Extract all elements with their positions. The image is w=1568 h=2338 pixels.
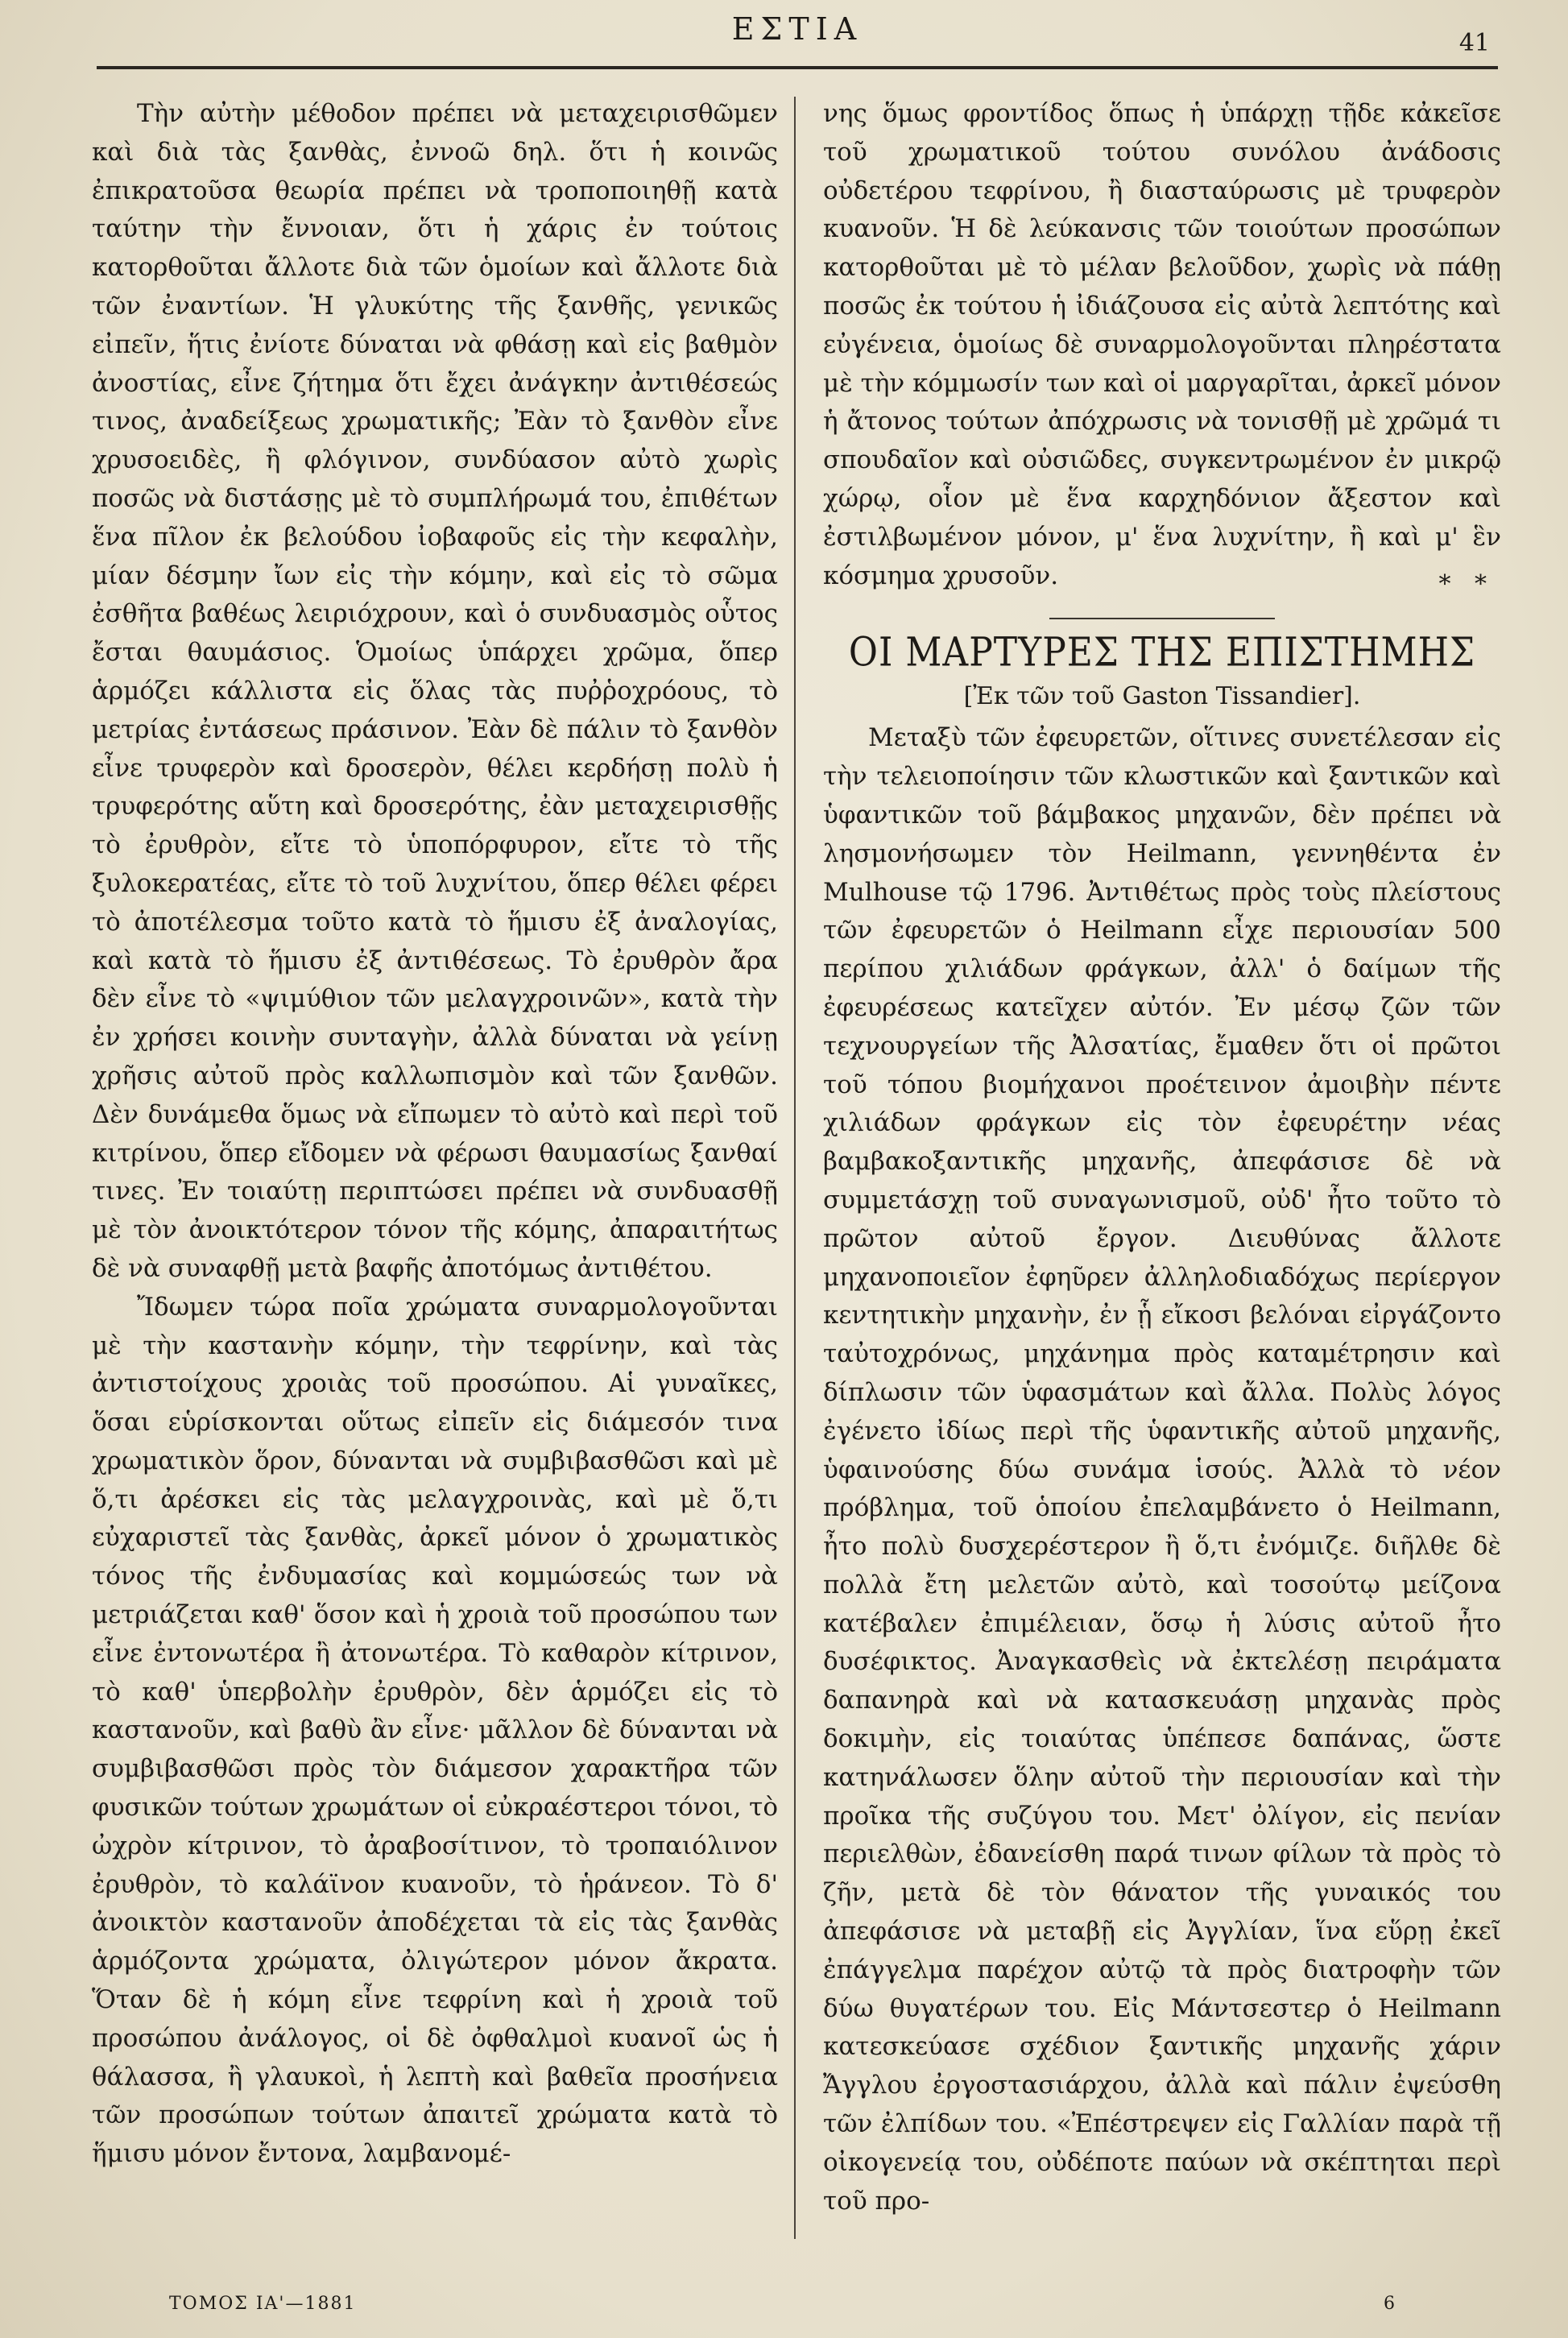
section-divider xyxy=(1049,618,1275,619)
journal-title: ΕΣΤΙΑ xyxy=(731,11,863,47)
paragraph-continuation: νης ὅμως φροντίδος ὅπως ἡ ὑπάρχῃ τῇδε κἀκεῖσε τοῦ χρωματικοῦ τούτου συνόλου ἀνάδοσις οὐδετέρου τεφρίνου, ἢ διασταύρωσις μὲ τρυφερὸν κυανοῦν. Ἡ δὲ λεύκανσις τῶν τοιούτων προσώπων κατορθοῦται μὲ τὸ μέλαν βελοῦδον, χωρὶς νὰ πάθῃ ποσῶς ἐκ τούτου ἡ ἰδιάζουσα εἰς αὐτὰ λεπτότης καὶ εὐγένεια, ὁμοίως δὲ συναρμολογοῦνται πληρέστατα μὲ τὴν κόμμωσίν των καὶ οἱ μαργαρῖται, ἀρκεῖ μόνον ἡ ἄτονος τούτων ἀπόχρωσις νὰ τονισθῇ μὲ χρῶμά τι σπουδαῖον καὶ οὐσιῶδες, συγκεντρωμένον ἐν μικρῷ χώρῳ, οἷον μὲ ἕνα καρχηδόνιον ἄξεστον καὶ ἐστιλβωμένον μόνον, μ' ἕνα λυχνίτην, ἢ καὶ μ' ἓν κόσμημα χρυσοῦν. xyxy=(823,99,1501,590)
paragraph-colors-chestnut: Ἴδωμεν τώρα ποῖα χρώματα συναρμολογοῦνται μὲ τὴν καστανὴν κόμην, τὴν τεφρίνην, καὶ τὰς ἀντιστοίχους χροιὰς τοῦ προσώπου. Αἱ γυναῖκες, ὅσαι εὑρίσκονται οὕτως εἰπεῖν εἰς διάμεσόν τινα χρωματικὸν ὅρον, δύνανται νὰ συμβιβασθῶσι καὶ μὲ ὅ,τι ἀρέσκει εἰς τὰς μελαγχροινὰς, καὶ μὲ ὅ,τι εὐχαριστεῖ τὰς ξανθὰς, ἀρκεῖ μόνον ὁ χρωματικὸς τόνος τῆς ἐνδυμασίας καὶ κομμώσεώς των νὰ μετριάζεται καθ' ὅσον καὶ ἡ χροιὰ τοῦ προσώπου των εἶνε ἐντονωτέρα ἢ ἀτονωτέρα. Τὸ καθαρὸν κίτρινον, τὸ καθ' ὑπερβολὴν ἐρυθρὸν, δὲν ἁρμόζει εἰς τὸ καστανοῦν, καὶ βαθὺ ἂν εἶνε· μᾶλλον δὲ δύνανται νὰ συμβιβασθῶσι πρὸς τὸν διάμεσον χαρακτῆρα τῶν φυσικῶν τούτων χρωμάτων οἱ εὐκραέστεροι τόνοι, τὸ ὠχρὸν κίτρινον, τὸ ἀραβοσίτινον, τὸ τροπαιόλινον ἐρυθρὸν, τὸ καλάϊνον κυανοῦν, τὸ ἡράνεον. Τὸ δ' ἀνοικτὸν καστανοῦν ἀποδέχεται τὰ εἰς τὰς ξανθὰς ἁρμόζοντα χρώματα, ὀλιγώτερον μόνον ἄκρατα. Ὅταν δὲ ἡ κόμη εἶνε τεφρίνη καὶ ἡ χροιὰ τοῦ προσώπου ἀνάλογος, οἱ δὲ ὀφθαλμοὶ κυανοῖ ὡς ἡ θάλασσα, ἢ γλαυκοὶ, ἡ λεπτὴ καὶ βαθεῖα προσήνεια τῶν προσώπων τούτων ἀπαιτεῖ χρώματα κατὰ τὸ ἥμισυ μόνον ἔντονα, λαμβανομέ- xyxy=(92,1292,778,2169)
footer-volume: ΤΟΜΟΣ ΙΑ'—1881 xyxy=(169,2294,357,2314)
paragraph-colors-blondes: Τὴν αὐτὴν μέθοδον πρέπει νὰ μεταχειρισθῶμεν καὶ διὰ τὰς ξανθὰς, ἐννοῶ δηλ. ὅτι ἡ κοινῶς ἐπικρατοῦσα θεωρία πρέπει νὰ τροποποιηθῇ κατὰ ταύτην τὴν ἔννοιαν, ὅτι ἡ χάρις ἐν τούτοις κατορθοῦται ἄλλοτε διὰ τῶν ὁμοίων καὶ ἄλλοτε διὰ τῶν ἐναντίων. Ἡ γλυκύτης τῆς ξανθῆς, γενικῶς εἰπεῖν, ἥτις ἐνίοτε δύναται νὰ φθάσῃ καὶ εἰς βαθμὸν ἀνοστίας, εἶνε ζήτημα ὅτι ἔχει ἀνάγκην ἀντιθέσεώς τινος, ἀναδείξεως χρωματικῆς; Ἐὰν τὸ ξανθὸν εἶνε χρυσοειδὲς, ἢ φλόγινον, συνδύασον αὐτὸ χωρὶς ποσῶς νὰ διστάσῃς μὲ τὸ συμπλήρωμά του, ἐπιθέτων ἕνα πῖλον ἐκ βελούδου ἰοβαφοῦς εἰς τὴν κεφαλὴν, μίαν δέσμην ἴων εἰς τὴν κόμην, καὶ εἰς τὸ σῶμα ἐσθῆτα βαθέως λειριόχρουν, καὶ ὁ συνδυασμὸς οὗτος ἔσται θαυμάσιος. Ὁμοίως ὑπάρχει χρῶμα, ὅπερ ἁρμόζει κάλλιστα εἰς ὅλας τὰς πυῤῥοχρόους, τὸ μετρίας ἐντάσεως πράσινον. Ἐὰν δὲ πάλιν τὸ ξανθὸν εἶνε τρυφερὸν καὶ δροσερὸν, θέλει κερδήσῃ πολὺ ἡ τρυφερότης αὕτη καὶ δροσερότης, ἐὰν μεταχειρισθῇς τὸ ἐρυθρὸν, εἴτε τὸ ὑποπόρφυρον, εἴτε τὸ τῆς ξυλοκερατέας, εἴτε τὸ τοῦ λυχνίτου, ὅπερ θέλει φέρει τὸ ἀποτέλεσμα τοῦτο κατὰ τὸ ἥμισυ ἐξ ἀναλογίας, καὶ κατὰ τὸ ἥμισυ ἐξ ἀντιθέσεως. Τὸ ἐρυθρὸν ἄρα δὲν εἶνε τὸ «ψιμύθιον τῶν μελαγχροινῶν», κατὰ τὴν ἐν χρήσει κοινὴν συνταγὴν, ἀλλὰ δύναται νὰ γείνῃ χρῆσις αὐτοῦ πρὸς καλλωπισμὸν καὶ τῶν ξανθῶν. Δὲν δυνάμεθα ὅμως νὰ εἴπωμεν τὸ αὐτὸ καὶ περὶ τοῦ κιτρίνου, ὅπερ εἴδομεν νὰ φέρωσι θαυμασίως ξανθαί τινες. Ἐν τοιαύτῃ περιπτώσει πρέπει νὰ συνδυασθῇ μὲ τὸν ἀνοικτότερον τόνον τῆς κόμης, ἀπαραιτήτως δὲ νὰ συναφθῇ μετὰ βαφῆς ἀποτόμως ἀντιθέτου. xyxy=(92,99,778,1283)
paragraph-heilmann: Μεταξὺ τῶν ἐφευρετῶν, οἵτινες συνετέλεσαν εἰς τὴν τελειοποίησιν τῶν κλωστικῶν καὶ ξαντικῶν καὶ ὑφαντικῶν τοῦ βάμβακος μηχανῶν, δὲν πρέπει νὰ λησμονήσωμεν τὸν Heilmann, γεννηθέντα ἐν Mulhouse τῷ 1796. Ἀντιθέτως πρὸς τοὺς πλείστους τῶν ἐφευρετῶν ὁ Heilmann εἶχε περιουσίαν 500 περίπου χιλιάδων φράγκων, ἀλλ' ὁ δαίμων τῆς ἐφευρέσεως κατεῖχεν αὐτόν. Ἐν μέσῳ ζῶν τῶν τεχνουργείων τῆς Ἀλσατίας, ἔμαθεν ὅτι οἱ πρῶτοι τοῦ τόπου βιομήχανοι προέτεινον ἀμοιβὴν πέντε χιλιάδων φράγκων εἰς τὸν ἐφευρέτην νέας βαμβακοξαντικῆς μηχανῆς, ἀπεφάσισε δὲ νὰ συμμετάσχῃ τοῦ συναγωνισμοῦ, οὐδ' ἦτο τοῦτο τὸ πρῶτον αὐτοῦ ἔργον. Διευθύνας ἄλλοτε μηχανοποιεῖον ἐφηῦρεν ἀλληλοδιαδόχως περίεργον κεντητικὴν μηχανὴν, ἐν ᾗ εἴκοσι βελόναι εἰργάζοντο ταὐτοχρόνως, μηχάνημα πρὸς καταμέτρησιν καὶ δίπλωσιν τῶν ὑφασμάτων καὶ ἄλλα. Πολὺς λόγος ἐγένετο ἰδίως περὶ τῆς ὑφαντικῆς αὐτοῦ μηχανῆς, ὑφαινούσης δύω συνάμα ἱσούς. Ἀλλὰ τὸ νέον πρόβλημα, τοῦ ὁποίου ἐπελαμβάνετο ὁ Heilmann, ἦτο πολὺ δυσχερέστερον ἢ ὅ,τι ἐνόμιζε. διῆλθε δὲ πολλὰ ἔτη μελετῶν αὐτὸ, καὶ τοσούτῳ μείζονα κατέβαλεν ἐπιμέλειαν, ὅσῳ ἡ λύσις αὐτοῦ ἦτο δυσέφικτος. Ἀναγκασθεὶς νὰ ἐκτελέσῃ πειράματα δαπανηρὰ καὶ νὰ κατασκευάσῃ μηχανὰς πρὸς δοκιμὴν, εἰς τοιαύτας ὑπέπεσε δαπάνας, ὥστε κατηνάλωσεν ὅλην αὐτοῦ τὴν περιουσίαν καὶ τὴν προῖκα τῆς συζύγου του. Μετ' ὀλίγον, εἰς πενίαν περιελθὼν, ἐδανείσθη παρά τινων φίλων τὰ πρὸς τὸ ζῆν, μετὰ δὲ τὸν θάνατον τῆς γυναικός του ἀπεφάσισε νὰ μεταβῇ εἰς Ἀγγλίαν, ἵνα εὕρῃ ἐκεῖ ἐπάγγελμα παρέχον αὐτῷ τὰ πρὸς διατροφὴν τῶν δύω θυγατέρων του. Εἰς Μάντσεστερ ὁ Heilmann κατεσκεύασε σχέδιον ξαντικῆς μηχανῆς χάριν Ἄγγλου ἐργοστασιάρχου, ἀλλὰ καὶ πάλιν ἐψεύσθη τῶν ἐλπίδων του. «Ἐπέστρεψεν εἰς Γαλλίαν παρὰ τῇ οἰκογενείᾳ του, οὐδέποτε παύων νὰ σκέπτηται περὶ τοῦ προ- xyxy=(823,723,1501,2216)
right-column xyxy=(823,95,1501,2220)
header-rule xyxy=(97,66,1498,69)
article-title: ΟΙ ΜΑΡΤΥΡΕΣ ΤΗΣ ΕΠΙΣΤΗΜΗΣ xyxy=(848,630,1476,677)
article-source: [Ἐκ τῶν τοῦ Gaston Tissandier]. xyxy=(963,682,1361,711)
footer-signature-mark: 6 xyxy=(1384,2294,1395,2314)
page-number: 41 xyxy=(1458,29,1490,57)
article-signature: * * xyxy=(1438,570,1495,599)
running-head xyxy=(97,11,1498,60)
left-column xyxy=(92,95,778,2174)
column-divider xyxy=(794,97,796,2239)
